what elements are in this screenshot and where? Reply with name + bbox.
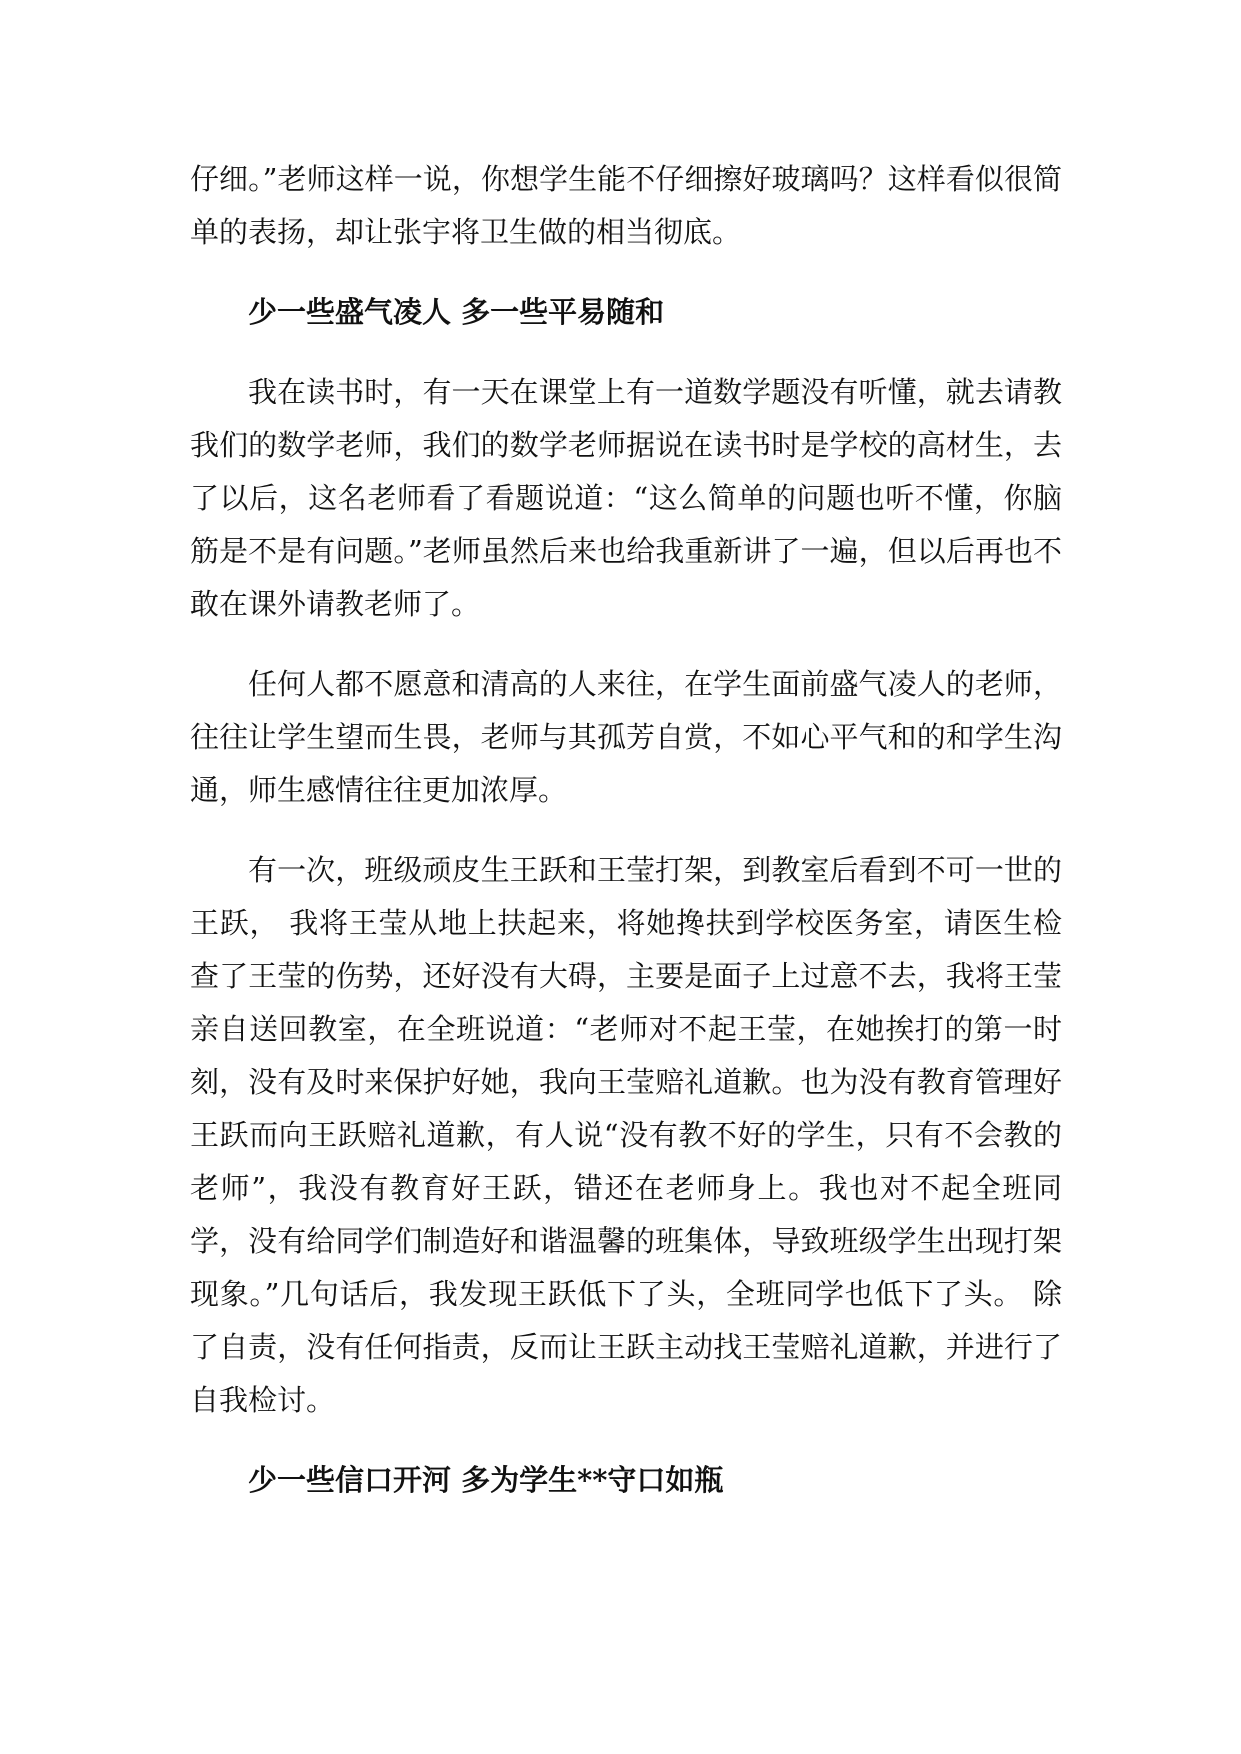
document-body <box>190 153 1062 1507</box>
paragraph: 任何人都不愿意和清高的人来往，在学生面前盛气凌人的老师，往往让学生望而生畏，老师与其孤芳自赏，不如心平气和的和学生沟通，师生感情往往更加浓厚。 <box>190 667 1062 807</box>
section-heading: 少一些盛气凌人 多一些平易随和 <box>248 295 665 329</box>
paragraph: 我在读书时，有一天在课堂上有一道数学题没有听懂，就去请教我们的数学老师，我们的数学老师据说在读书时是学校的高材生，去了以后，这名老师看了看题说道：“这么简单的问题也听不懂，你脑筋是不是有问题。”老师虽然后来也给我重新讲了一遍，但以后再也不敢在课外请教老师了。 <box>190 375 1062 621</box>
paragraph-continuation: 仔细。”老师这样一说，你想学生能不仔细擦好玻璃吗？这样看似很简单的表扬，却让张宇将卫生做的相当彻底。 <box>190 162 1062 249</box>
paragraph: 有一次，班级顽皮生王跃和王莹打架，到教室后看到不可一世的王跃， 我将王莹从地上扶起来，将她搀扶到学校医务室，请医生检查了王莹的伤势，还好没有大碍，主要是面子上过意不去，我将王莹亲自送回教室，在全班说道：“老师对不起王莹，在她挨打的第一时刻，没有及时来保护好她，我向王莹赔礼道歉。也为没有教育管理好王跃而向王跃赔礼道歉，有人说“没有教不好的学生，只有不会教的老师”，我没有教育好王跃，错还在老师身上。我也对不起全班同学，没有给同学们制造好和谐温馨的班集体，导致班级学生出现打架现象。”几句话后，我发现王跃低下了头，全班同学也低下了头。 除了自责，没有任何指责，反而让王跃主动找王莹赔礼道歉，并进行了自我检讨。 <box>190 853 1062 1417</box>
section-heading: 少一些信口开河 多为学生**守口如瓶 <box>248 1463 724 1497</box>
